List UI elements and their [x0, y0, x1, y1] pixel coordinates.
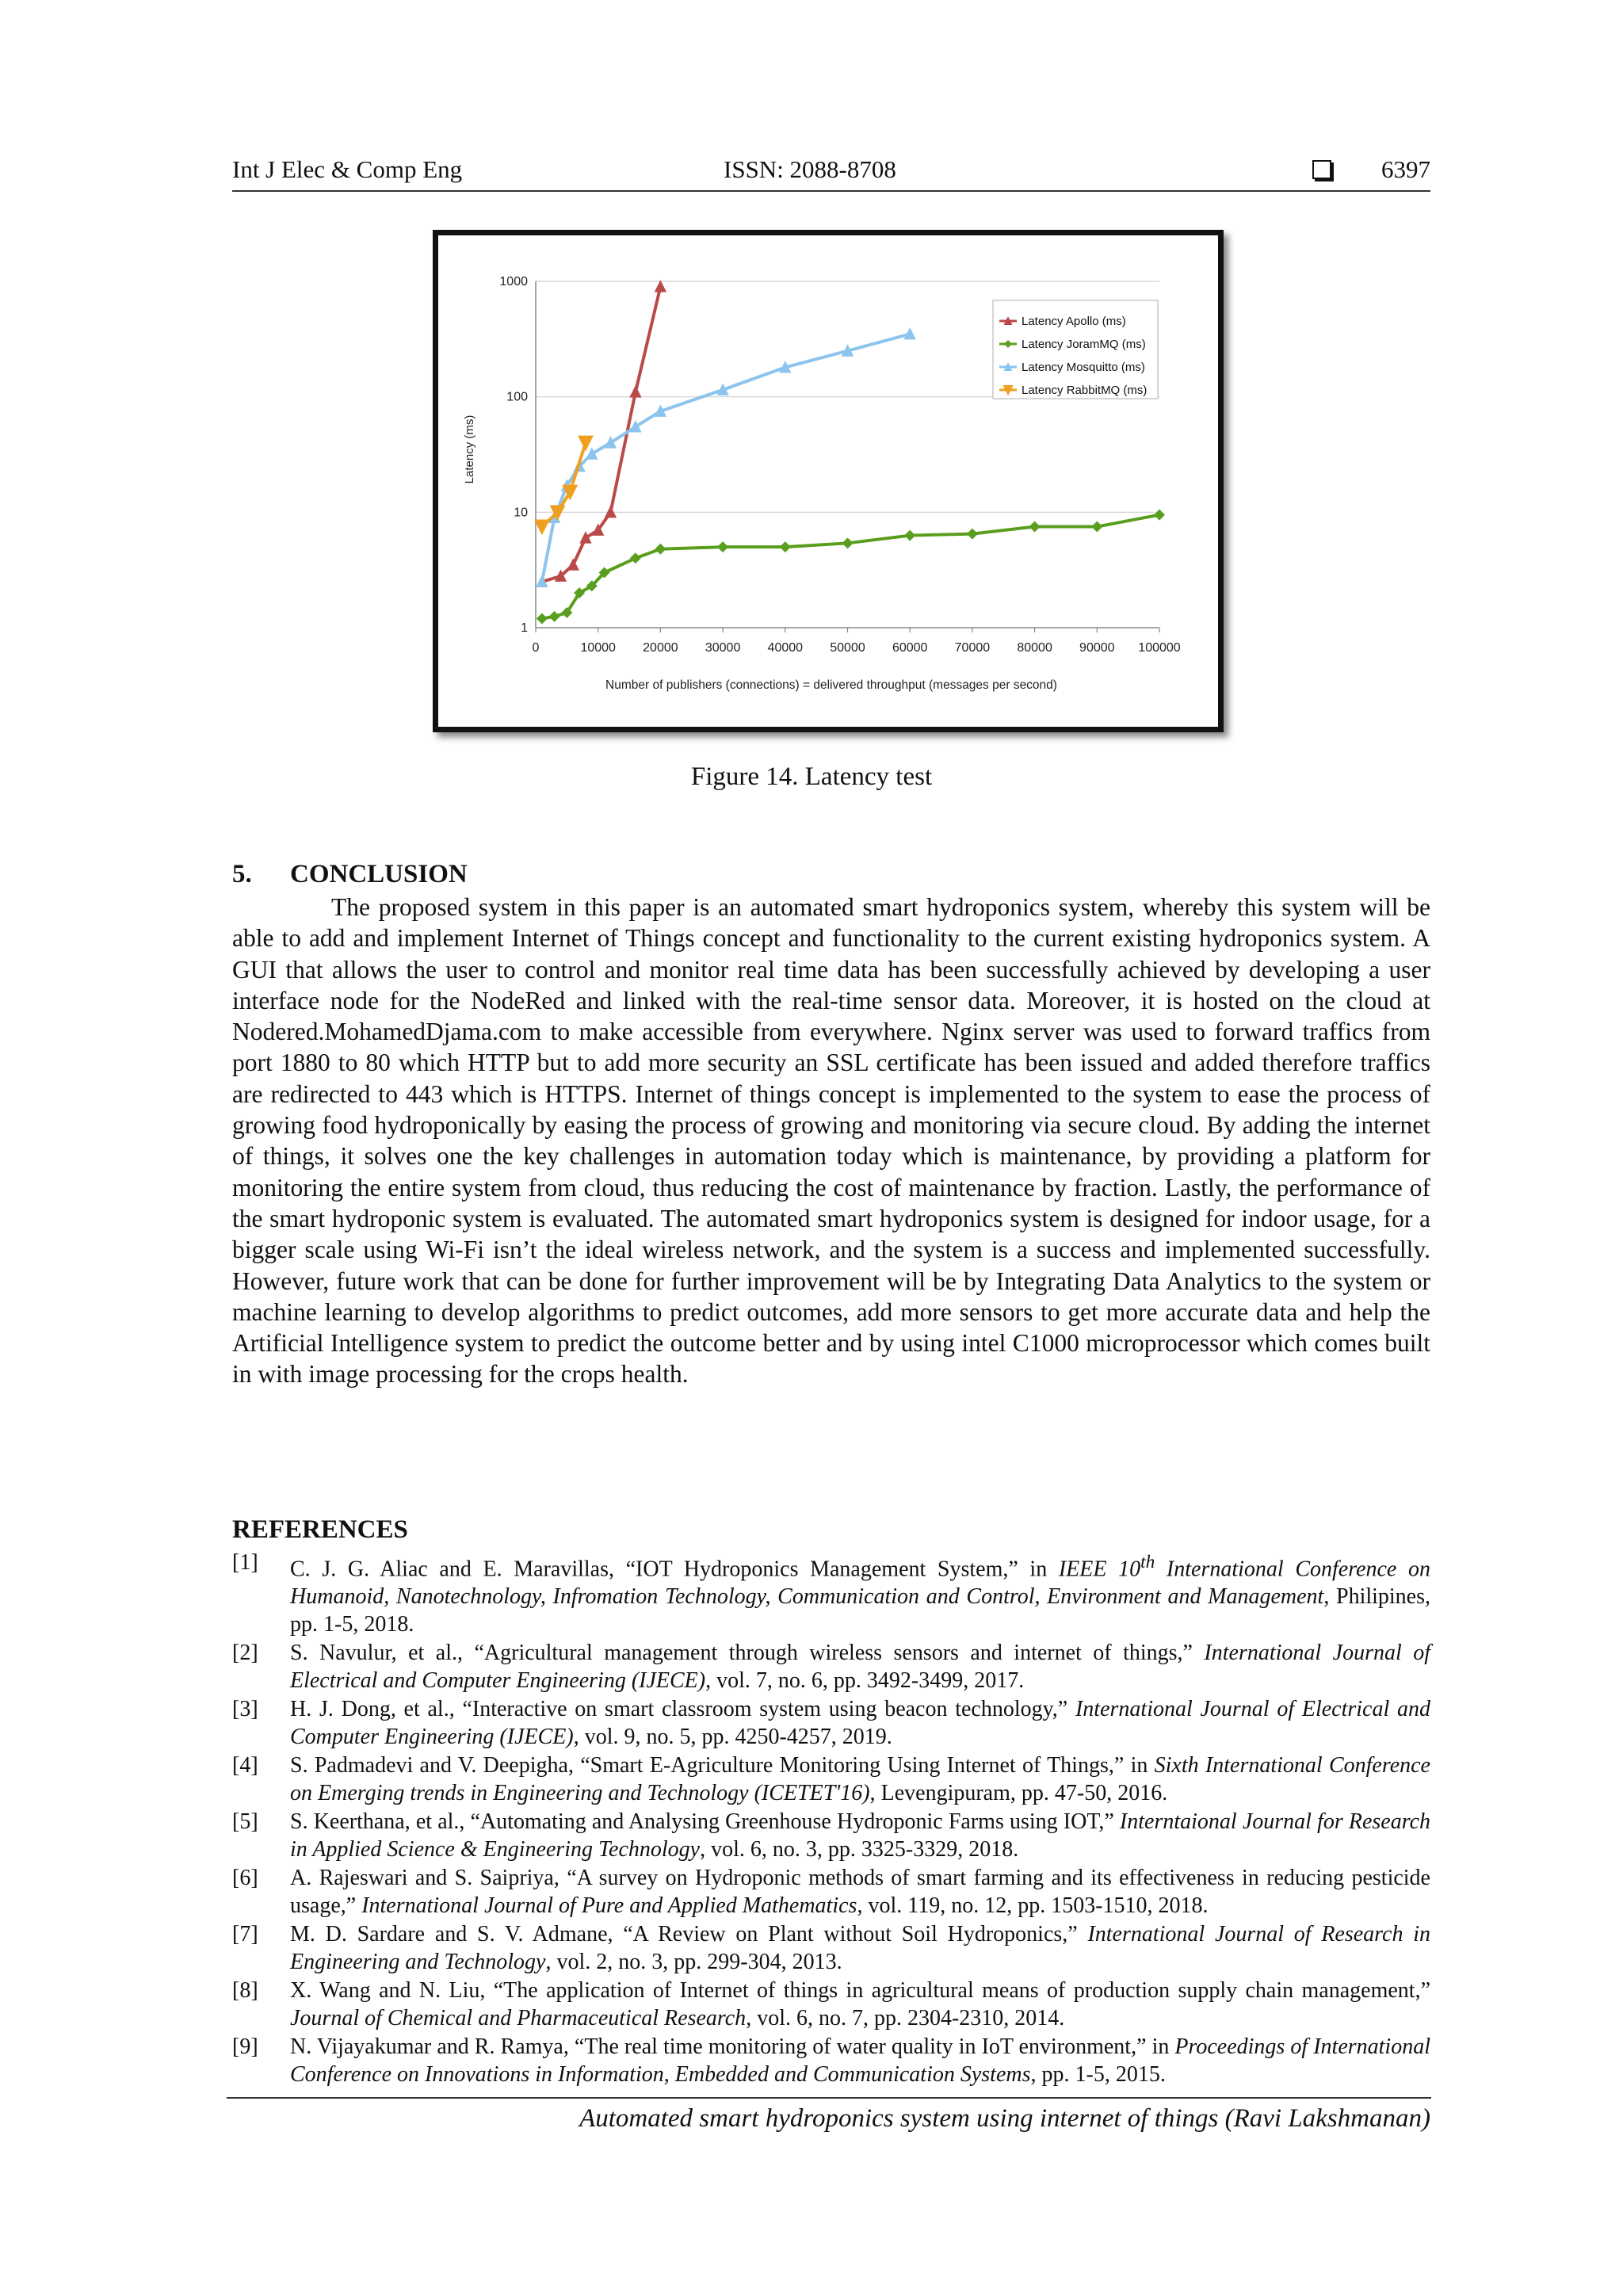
data-point	[629, 385, 641, 397]
x-tick-label: 100000	[1138, 641, 1181, 655]
data-point	[579, 531, 591, 543]
legend-label: Latency Mosquitto (ms)	[1022, 361, 1145, 374]
series-3	[534, 436, 594, 536]
data-point	[717, 541, 728, 552]
x-tick-label: 60000	[892, 641, 928, 655]
data-point	[655, 544, 666, 555]
x-tick-label: 70000	[954, 641, 991, 655]
x-tick-label: 10000	[580, 641, 616, 655]
data-point	[904, 327, 916, 339]
running-footer: Automated smart hydroponics system using internet of things (Ravi Lakshmanan)	[579, 2104, 1430, 2133]
chart-legend	[993, 300, 1158, 399]
reference-item: [6] A. Rajeswari and S. Saipriya, “A survey on Hydroponic methods of smart farming and its effectiveness in reducing pesticide usage,” International Journal of Pure and Applied Mathematics, vol. 119, no. 12, pp. 1503-1510, 2018.	[232, 1866, 1430, 1919]
series-0	[536, 280, 666, 587]
y-tick-label: 1000	[499, 275, 528, 288]
data-point	[586, 447, 598, 459]
data-point	[904, 530, 915, 541]
issn: ISSN: 2088-8708	[724, 155, 896, 183]
reference-item: [8] X. Wang and N. Liu, “The application of Internet of things in agricultural means of production supply chain management,” Journal of Chemical and Pharmaceutical Research, vol. 6, no. 7, pp. 2304-2310, 2014.	[232, 1978, 1430, 2031]
data-point	[549, 611, 560, 622]
reference-item: [5] S. Keerthana, et al., “Automating and Analysing Greenhouse Hydroponic Farms using IOT,” Interntaional Journal for Research in Applied Science & Engineering Technology, vol. 6, no. 3, pp. 3325-3329, 2018.	[232, 1809, 1430, 1862]
conclusion-paragraph: The proposed system in this paper is an automated smart hydroponics system, whereby this system will be able to add and implement Internet of Things concept and functionality to the current existing hydroponics system. A GUI that allows the user to control and monitor real time data has been successfully achieved by developing a user interface node for the NodeRed and linked with the real-time sensor data. Moreover, it is hosted on the cloud at Nodered.MohamedDjama.com to make accessible from everywhere. Nginx server was used to forward traffics from port 1880 to 80 which HTTP but to add more security an SSL certificate has been issued and added therefore traffics are redirected to 443 which is HTTPS. Internet of things concept is implemented to the system to ease the process of growing food hydroponically by easing the process of growing and monitoring via secure cloud. By adding the internet of things, it solves one the key challenges in automation today which is maintenance, by providing a platform for monitoring the entire system from cloud, thus reducing the cost of maintenance by fraction. Lastly, the performance of the smart hydroponic system is evaluated. The automated smart hydroponics system is designed for indoor usage, for a bigger scale using Wi-Fi isn’t the ideal wireless network, and the system is a success and implemented successfully. However, future work that can be done for further improvement will be by Integrating Data Analytics to the system or machine learning to develop algorithms to predict outcomes, add more sensors to get more accurate data and help the Artificial Intelligence system to predict the outcome better and by using intel C1000 microprocessor which comes built in with image processing for the crops health.	[232, 893, 1430, 1389]
y-tick-label: 100	[506, 390, 528, 404]
data-point	[842, 537, 854, 548]
figure-caption: Figure 14. Latency test	[690, 762, 933, 791]
data-point	[567, 558, 579, 570]
x-tick-label: 50000	[830, 641, 865, 655]
x-tick-label: 90000	[1079, 641, 1115, 655]
legend-label: Latency JoramMQ (ms)	[1022, 338, 1146, 351]
reference-item: [7] M. D. Sardare and S. V. Admane, “A Review on Plant without Soil Hydroponics,” International Journal of Research in Engineering and Technology, vol. 2, no. 3, pp. 299-304, 2013.	[232, 1922, 1430, 1975]
section-heading	[232, 860, 468, 889]
data-point	[780, 541, 791, 552]
footer-rule	[227, 2097, 1431, 2099]
section-number: 5.	[232, 860, 252, 888]
journal-name: Int J Elec & Comp Eng	[232, 155, 463, 183]
series-line	[542, 515, 1159, 619]
series-1	[537, 510, 1165, 625]
reference-list	[232, 1549, 1430, 2089]
data-point	[534, 520, 550, 536]
reference-item: [4] S. Padmadevi and V. Deepigha, “Smart E-Agriculture Monitoring Using Internet of Things,” in Sixth International Conference on Emerging trends in Engineering and Technology (ICETET'16), Levengipuram, pp. 47-50, 2016.	[232, 1753, 1430, 1806]
y-axis-label: Latency (ms)	[463, 415, 476, 484]
x-tick-label: 80000	[1017, 641, 1052, 655]
checkbox-square-icon	[1312, 160, 1331, 179]
y-tick-label: 10	[514, 506, 528, 520]
x-axis-label: Number of publishers (connections) = delivered throughput (messages per second)	[605, 678, 1057, 692]
figure-frame	[433, 230, 1224, 732]
page-number: 6397	[1381, 155, 1430, 183]
series-line	[542, 287, 661, 582]
data-point	[537, 613, 548, 624]
x-tick-label: 20000	[643, 641, 678, 655]
data-point	[1154, 510, 1165, 521]
x-tick-label: 30000	[705, 641, 741, 655]
reference-item: [3] H. J. Dong, et al., “Interactive on smart classroom system using beacon technology,” International Journal of Electrical and Computer Engineering (IJECE), vol. 9, no. 5, pp. 4250-4257, 2019.	[232, 1697, 1430, 1750]
data-point	[967, 529, 978, 540]
reference-item: [9] N. Vijayakumar and R. Ramya, “The real time monitoring of water quality in IoT environment,” in Proceedings of International Conference on Innovations in Information, Embedded and Communication Systems, pp. 1-5, 2015.	[232, 2034, 1430, 2088]
data-point	[605, 436, 617, 448]
references-heading: REFERENCES	[232, 1515, 408, 1544]
data-point	[605, 506, 617, 518]
legend-label: Latency RabbitMQ (ms)	[1022, 384, 1148, 397]
x-tick-label: 0	[532, 641, 540, 655]
legend-label: Latency Apollo (ms)	[1022, 315, 1126, 328]
data-point	[630, 552, 641, 563]
data-point	[1029, 521, 1041, 533]
reference-item: [1] C. J. G. Aliac and E. Maravillas, “IOT Hydroponics Management System,” in IEEE 10th International Conference on Humanoid, Nanotechnology, Infromation Technology, Communication and Control, Environment and Management, Philipines, pp. 1-5, 2018.	[232, 1550, 1431, 1637]
data-point	[629, 420, 641, 432]
x-tick-label: 40000	[767, 641, 804, 655]
y-tick-label: 1	[521, 621, 528, 635]
running-header	[232, 155, 1430, 192]
reference-item: [2] S. Navulur, et al., “Agricultural management through wireless sensors and internet of things,” International Journal of Electrical and Computer Engineering (IJECE), vol. 7, no. 6, pp. 3492-3499, 2017.	[232, 1641, 1430, 1694]
latency-chart	[438, 235, 1218, 727]
section-title: CONCLUSION	[290, 860, 468, 888]
series-line	[542, 443, 586, 527]
data-point	[1091, 521, 1102, 533]
